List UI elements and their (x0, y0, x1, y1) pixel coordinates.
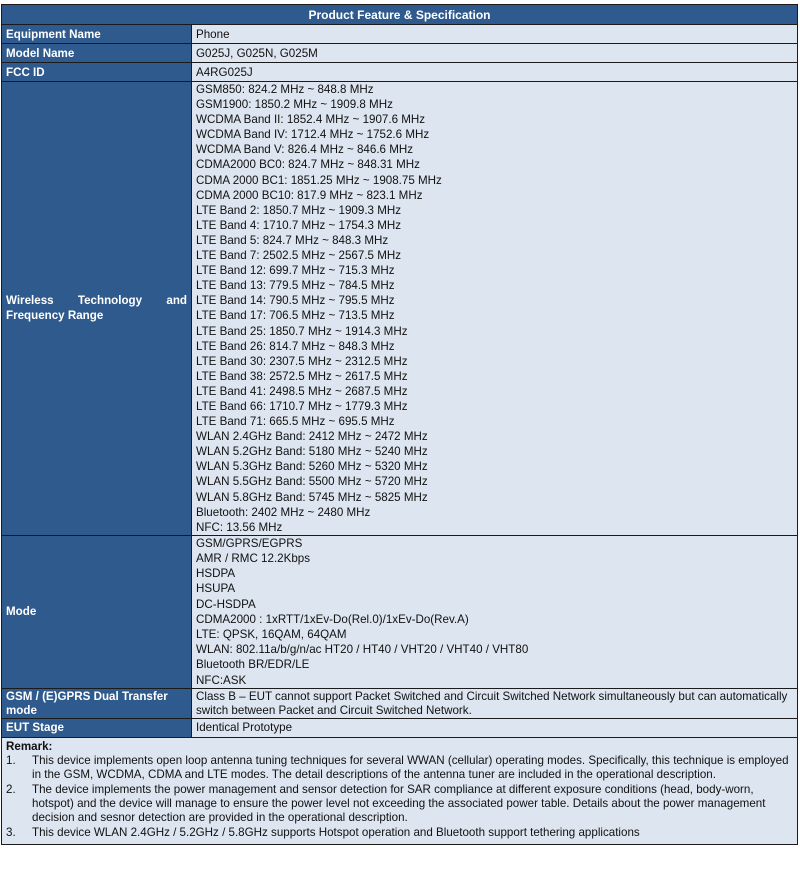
remark-text: This device implements open loop antenna tuning techniques for several WWAN (cellular) operating modes. Specifically, this technique is employed in the GSM, WCDMA, CDMA and LTE modes. The detail descriptions of the antenna tuner are included in the operational description. (32, 753, 789, 782)
dual-transfer-value: Class B – EUT cannot support Packet Switched and Circuit Switched Network simultaneously but can automatically switch between Packet and Circuit Switched Network. (192, 688, 798, 718)
frequency-range-item: LTE Band 5: 824.7 MHz ~ 848.3 MHz (196, 233, 389, 247)
remark-item (6, 783, 791, 826)
mode-item: AMR / RMC 12.2Kbps (196, 552, 311, 566)
mode-item: DC-HSDPA (196, 597, 256, 611)
equipment-name-label: Equipment Name (2, 25, 192, 44)
frequency-range-item: WLAN 5.5GHz Band: 5500 MHz ~ 5720 MHz (196, 475, 428, 489)
frequency-range-item: LTE Band 66: 1710.7 MHz ~ 1779.3 MHz (196, 399, 408, 413)
table-row (2, 63, 798, 82)
wireless-label-line2: Frequency Range (6, 309, 104, 323)
remark-text: This device WLAN 2.4GHz / 5.2GHz / 5.8GHz supports Hotspot operation and Bluetooth support tethering applications (32, 825, 640, 839)
remark-number: 3. (6, 825, 16, 839)
equipment-name-value: Phone (192, 25, 798, 44)
mode-item: LTE: QPSK, 16QAM, 64QAM (196, 628, 347, 642)
frequency-range-item: WLAN 5.3GHz Band: 5260 MHz ~ 5320 MHz (196, 460, 428, 474)
remark-item (6, 826, 791, 840)
frequency-range-item: Bluetooth: 2402 MHz ~ 2480 MHz (196, 505, 371, 519)
frequency-range-item: LTE Band 2: 1850.7 MHz ~ 1909.3 MHz (196, 203, 402, 217)
mode-item: Bluetooth BR/EDR/LE (196, 658, 310, 672)
frequency-range-item: GSM850: 824.2 MHz ~ 848.8 MHz (196, 83, 374, 96)
frequency-range-item: WLAN 5.2GHz Band: 5180 MHz ~ 5240 MHz (196, 445, 428, 459)
remark-list (6, 754, 791, 840)
mode-item: CDMA2000 : 1xRTT/1xEv-Do(Rel.0)/1xEv-Do(Rev.A) (196, 612, 469, 626)
frequency-range-item: LTE Band 17: 706.5 MHz ~ 713.5 MHz (196, 309, 395, 323)
table-row (2, 535, 798, 688)
mode-item: HSDPA (196, 567, 236, 581)
model-name-label: Model Name (2, 44, 192, 63)
frequency-range-item: LTE Band 7: 2502.5 MHz ~ 2567.5 MHz (196, 249, 402, 263)
remark-item (6, 754, 791, 783)
model-name-value: G025J, G025N, G025M (192, 44, 798, 63)
frequency-range-item: NFC: 13.56 MHz (196, 520, 283, 534)
table-row (2, 44, 798, 63)
eut-stage-value: Identical Prototype (192, 718, 798, 737)
frequency-range-item: WLAN 5.8GHz Band: 5745 MHz ~ 5825 MHz (196, 490, 428, 504)
frequency-range-list (192, 82, 798, 536)
remark-title: Remark: (6, 739, 53, 753)
wireless-label-line1: Wireless Technology and (6, 294, 187, 308)
table-title: Product Feature & Specification (2, 5, 798, 25)
mode-list (192, 535, 798, 688)
frequency-range-item: GSM1900: 1850.2 MHz ~ 1909.8 MHz (196, 98, 393, 112)
remark-number: 2. (6, 782, 16, 796)
mode-item: WLAN: 802.11a/b/g/n/ac HT20 / HT40 / VHT20 / VHT40 / VHT80 (196, 643, 529, 657)
eut-stage-label: EUT Stage (2, 718, 192, 737)
frequency-range-item: LTE Band 30: 2307.5 MHz ~ 2312.5 MHz (196, 354, 408, 368)
table-row (2, 688, 798, 718)
frequency-range-item: WCDMA Band V: 826.4 MHz ~ 846.6 MHz (196, 143, 414, 157)
frequency-range-item: LTE Band 41: 2498.5 MHz ~ 2687.5 MHz (196, 384, 408, 398)
remark-number: 1. (6, 753, 16, 767)
mode-item: HSUPA (196, 582, 236, 596)
frequency-range-item: LTE Band 14: 790.5 MHz ~ 795.5 MHz (196, 294, 395, 308)
frequency-range-item: CDMA 2000 BC1: 1851.25 MHz ~ 1908.75 MHz (196, 173, 442, 187)
remark-row (2, 737, 798, 844)
table-row (2, 718, 798, 737)
frequency-range-item: WCDMA Band II: 1852.4 MHz ~ 1907.6 MHz (196, 113, 426, 127)
dual-transfer-label: GSM / (E)GPRS Dual Transfer mode (2, 688, 192, 718)
product-spec-table (1, 4, 798, 845)
frequency-range-item: WLAN 2.4GHz Band: 2412 MHz ~ 2472 MHz (196, 430, 428, 444)
table-row (2, 25, 798, 44)
frequency-range-item: WCDMA Band IV: 1712.4 MHz ~ 1752.6 MHz (196, 128, 430, 142)
frequency-range-item: LTE Band 4: 1710.7 MHz ~ 1754.3 MHz (196, 218, 402, 232)
frequency-range-item: LTE Band 26: 814.7 MHz ~ 848.3 MHz (196, 339, 395, 353)
frequency-range-item: LTE Band 71: 665.5 MHz ~ 695.5 MHz (196, 415, 395, 429)
frequency-range-item: LTE Band 25: 1850.7 MHz ~ 1914.3 MHz (196, 324, 408, 338)
frequency-range-item: CDMA2000 BC0: 824.7 MHz ~ 848.31 MHz (196, 158, 420, 172)
table-header-row (2, 5, 798, 25)
wireless-technology-label (2, 82, 192, 536)
frequency-range-item: LTE Band 38: 2572.5 MHz ~ 2617.5 MHz (196, 369, 408, 383)
mode-item: GSM/GPRS/EGPRS (196, 536, 303, 550)
mode-label: Mode (2, 535, 192, 688)
fcc-id-label: FCC ID (2, 63, 192, 82)
table-row (2, 82, 798, 536)
remark-cell (2, 737, 798, 844)
fcc-id-value: A4RG025J (192, 63, 798, 82)
mode-item: NFC:ASK (196, 673, 247, 687)
frequency-range-item: LTE Band 13: 779.5 MHz ~ 784.5 MHz (196, 279, 395, 293)
remark-text: The device implements the power management and sensor detection for SAR compliance at different exposure conditions (head, body-worn, hotspot) and the device will manage to ensure the power level not exceeding the associated power table. Details about the power management decision and sesnor detection are provided in the operational description. (32, 782, 766, 825)
frequency-range-item: CDMA 2000 BC10: 817.9 MHz ~ 823.1 MHz (196, 188, 423, 202)
frequency-range-item: LTE Band 12: 699.7 MHz ~ 715.3 MHz (196, 264, 395, 278)
